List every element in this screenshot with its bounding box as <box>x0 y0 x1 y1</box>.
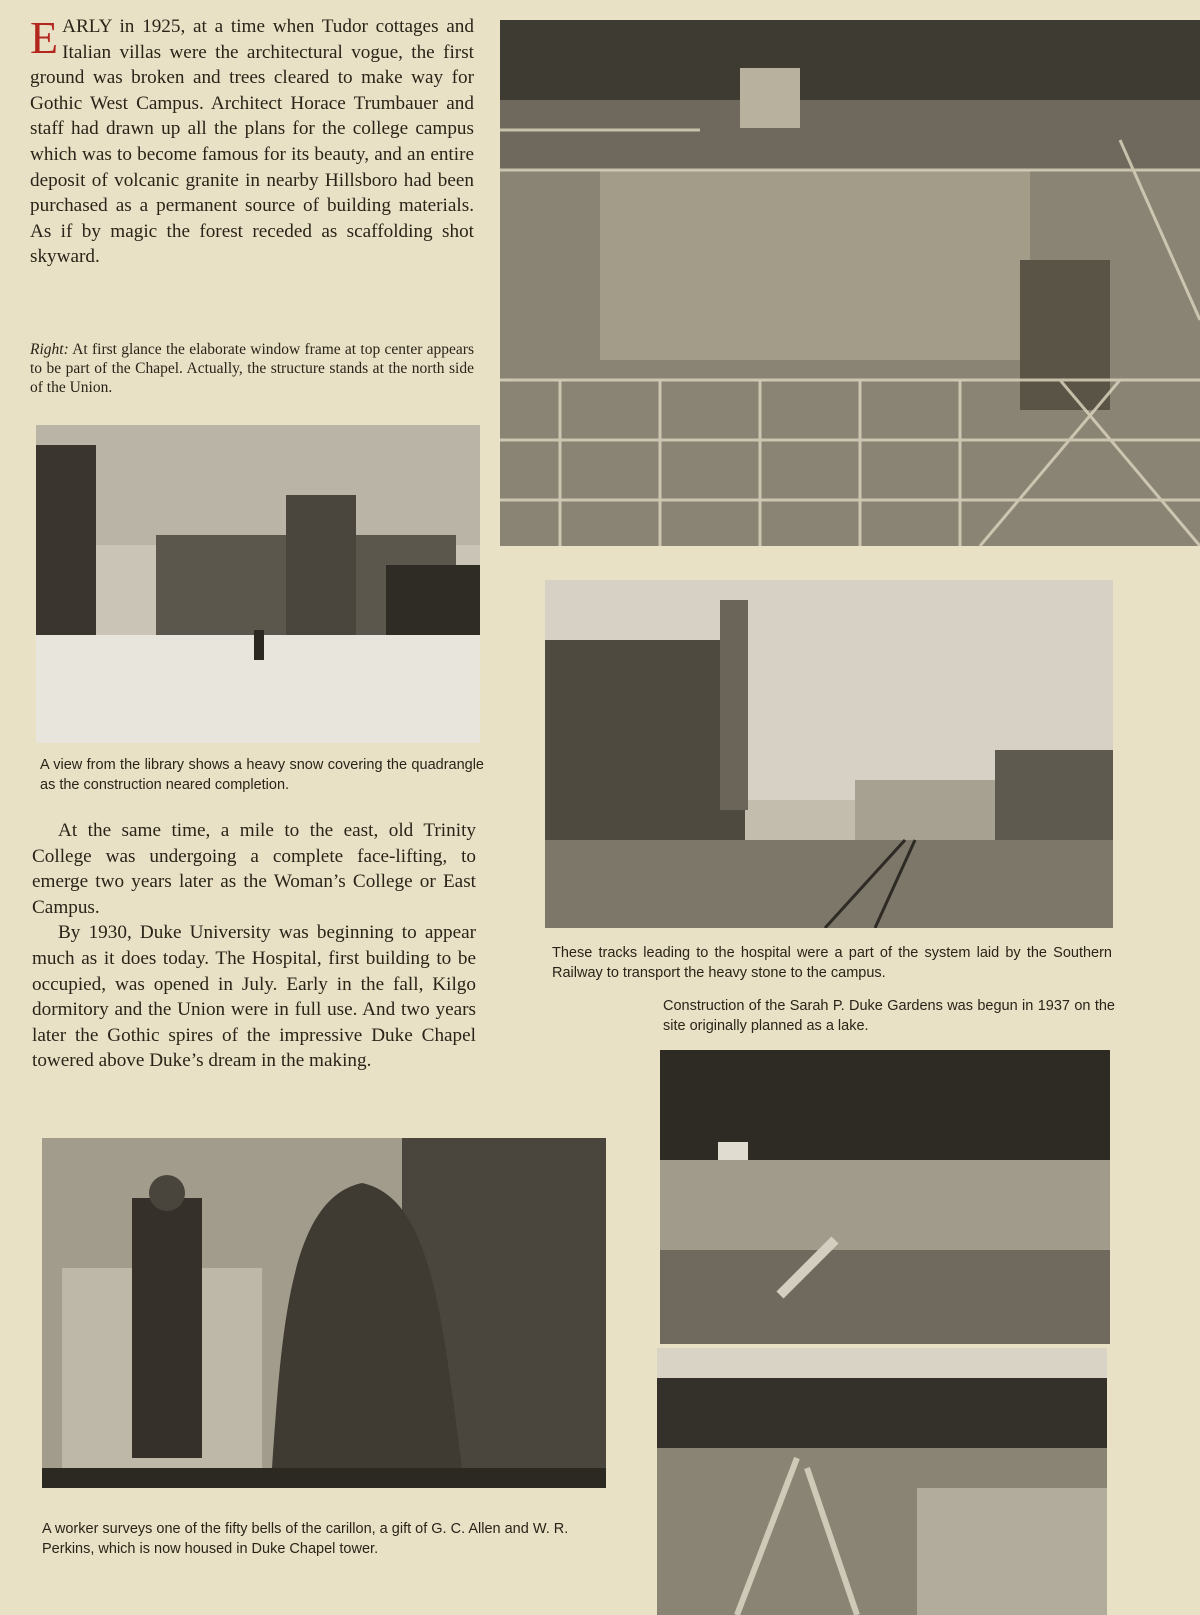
body-paragraph-1: At the same time, a mile to the east, old Trinity College was undergoing a complete face-lifting, to emerge two years later as the Woman’s College or East Campus. <box>32 820 476 918</box>
caption-bell: A worker surveys one of the fifty bells of the carillon, a gift of G. C. Allen and W. R. Perkins, which is now housed in Duke Chapel tower. <box>42 1521 569 1557</box>
photo-gardens-construction-2 <box>657 1348 1107 1615</box>
caption-tracks: These tracks leading to the hospital were a part of the system laid by the Southern Railway to transport the heavy stone to the campus. <box>552 945 1112 981</box>
photo-scaffolding <box>500 20 1200 546</box>
caption-gardens: Construction of the Sarah P. Duke Gardens was begun in 1937 on the site originally planned as a lake. <box>663 998 1115 1034</box>
body-text <box>32 818 476 1074</box>
caption-snow: A view from the library shows a heavy snow covering the quadrangle as the construction neared completion. <box>40 757 484 793</box>
intro-text: ARLY in 1925, at a time when Tudor cottages and Italian villas were the architectural vogue, the first ground was broken and trees cleared to make way for Gothic West Campus. Architect Horace Trumbauer and staff had drawn up all the plans for the college campus which was to become famous for its beauty, and an entire deposit of volcanic granite in nearby Hillsboro had been purchased as a permanent source of building materials. As if by magic the forest receded as scaffolding shot skyward. <box>30 16 474 268</box>
photo-snow-quadrangle <box>36 425 480 743</box>
caption-window-frame <box>30 340 474 397</box>
caption-right-label: Right: <box>30 341 69 358</box>
intro-paragraph <box>30 14 474 270</box>
body-paragraph-2: By 1930, Duke University was beginning to appear much as it does today. The Hospital, first building to be occupied, was opened in July. Early in the fall, Kilgo dormitory and the Union were in full use. And two years later the Gothic spires of the impressive Duke Chapel towered above Duke’s dream in the making. <box>32 922 476 1072</box>
photo-carillon-bell <box>42 1138 606 1488</box>
photo-gardens-construction-1 <box>660 1050 1110 1344</box>
photo-railway-tracks <box>545 580 1113 928</box>
caption-right-text: At first glance the elaborate window frame at top center appears to be part of the Chapel. Actually, the structure stands at the north side of the Union. <box>30 341 474 396</box>
drop-cap: E <box>30 12 59 63</box>
